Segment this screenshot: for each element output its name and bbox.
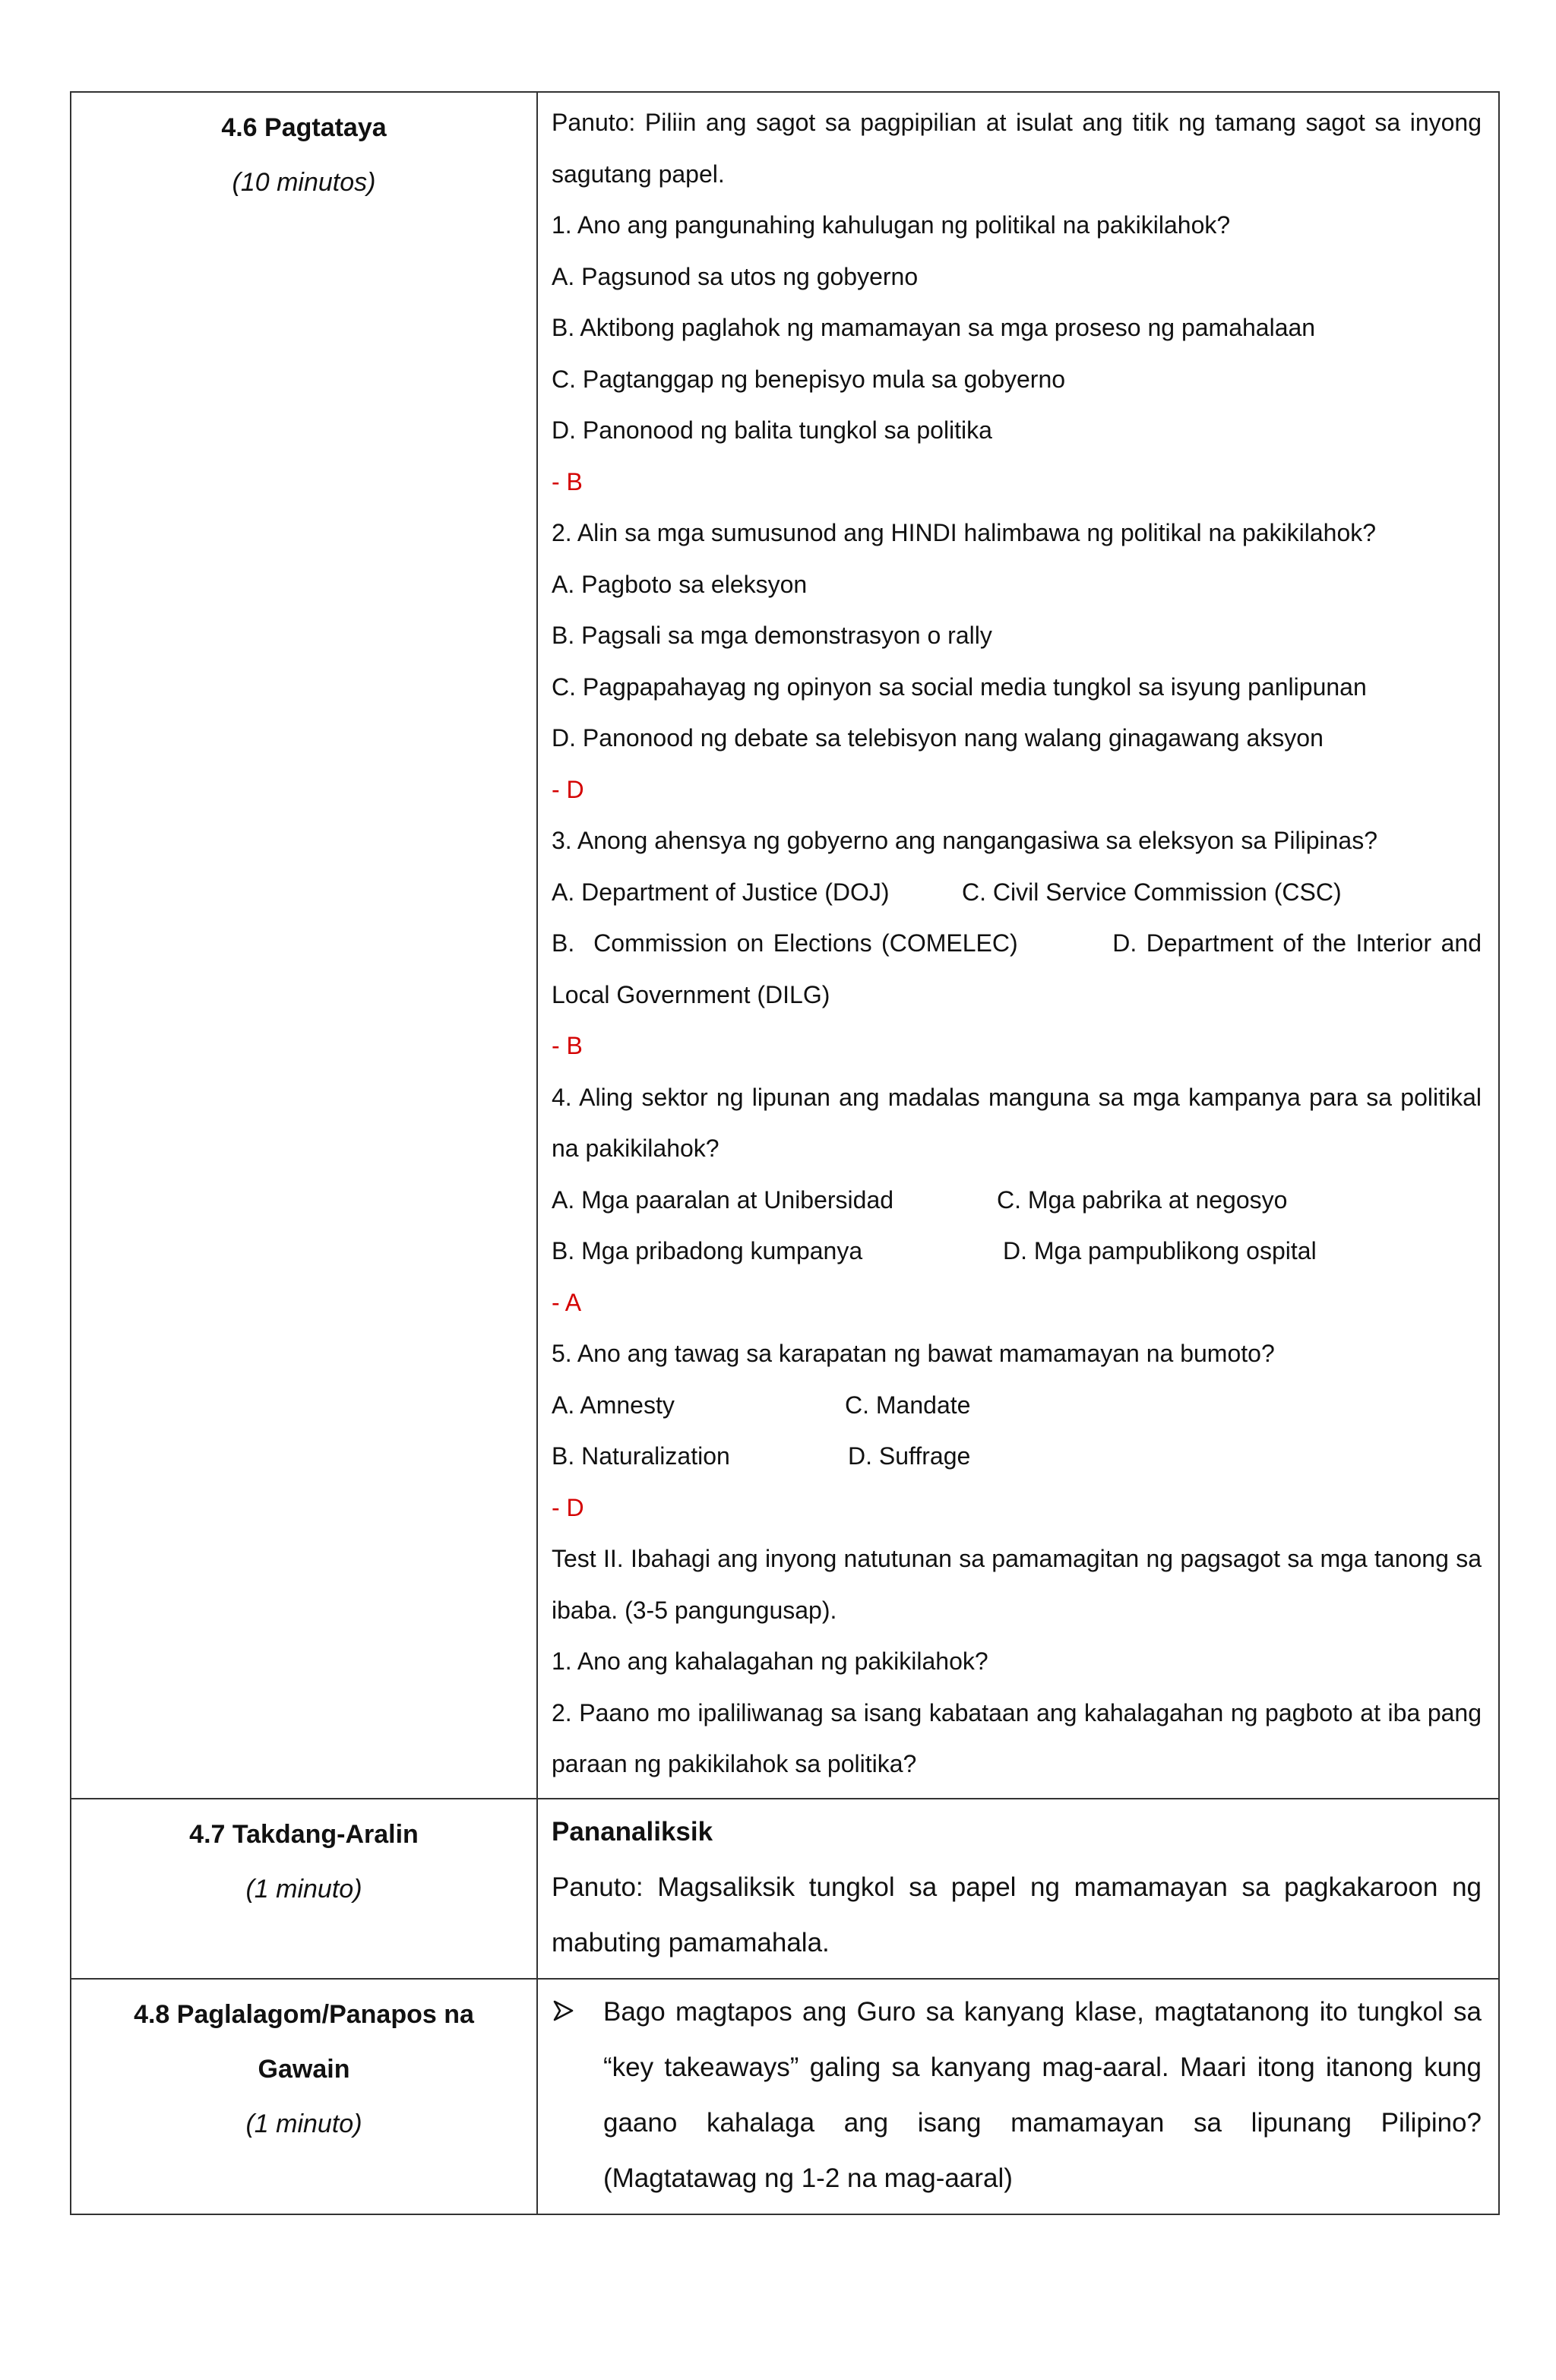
choice-row xyxy=(552,1226,1482,1277)
choice-row xyxy=(552,1175,1482,1226)
answer-key: - A xyxy=(552,1288,582,1316)
row-pagtataya xyxy=(71,92,1499,1799)
choice-b: B. Pagsali sa mga demonstrasyon o rally xyxy=(552,622,992,649)
section-content-cell xyxy=(537,1979,1499,2214)
answer-key: - D xyxy=(552,1493,584,1521)
section-title: 4.7 Takdang-Aralin xyxy=(189,1819,419,1849)
answer-key: - D xyxy=(552,775,584,803)
test-2-question-1: 1. Ano ang kahalagahan ng pakikilahok? xyxy=(552,1647,988,1675)
choice-a: A. Department of Justice (DOJ) xyxy=(552,878,890,906)
homework-instruction: Panuto: Magsaliksik tungkol sa papel ng mamamayan sa pagkakaroon ng mabuting pamamahala. xyxy=(552,1872,1482,1957)
closing-activity-text: Bago magtapos ang Guro sa kanyang klase, magtatanong ito tungkol sa “key takeaways” galing sa kanyang mag-aaral. Maari itong itanong kung gaano kahalaga ang isang mamamayan sa lipunang Pilipino? (Magtatawag ng 1-2 na mag-aaral) xyxy=(603,1996,1482,2193)
instruction-text: Panuto: Piliin ang sagot sa pagpipilian at isulat ang titik ng tamang sagot sa inyong sagutang papel. xyxy=(552,109,1482,188)
choice-b: B. Mga pribadong kumpanya xyxy=(552,1237,863,1264)
choice-c: C. Pagpapahayag ng opinyon sa social media tungkol sa isyung panlipunan xyxy=(552,673,1367,701)
answer-key: - B xyxy=(552,1032,583,1059)
row-takdang-aralin xyxy=(71,1799,1499,1979)
choice-c: C. Civil Service Commission (CSC) xyxy=(962,878,1342,906)
arrow-bullet-icon xyxy=(552,1984,603,2206)
section-title: 4.8 Paglalagom/Panapos na Gawain xyxy=(134,1999,474,2084)
choice-d: D. Suffrage xyxy=(848,1442,971,1470)
bullet-item xyxy=(552,1984,1482,2206)
question-4: 4. Aling sektor ng lipunan ang madalas manguna sa mga kampanya para sa politikal na pakikilahok? xyxy=(552,1083,1482,1162)
choice-row xyxy=(552,1380,1482,1432)
section-time: (1 minuto) xyxy=(245,1874,362,1904)
section-content-cell xyxy=(537,1799,1499,1979)
question-5: 5. Ano ang tawag sa karapatan ng bawat mamamayan na bumoto? xyxy=(552,1340,1275,1367)
row-paglalagom xyxy=(71,1979,1499,2214)
test-2-instruction: Test II. Ibahagi ang inyong natutunan sa pamamagitan ng pagsagot sa mga tanong sa ibaba. (3-5 pangungusap). xyxy=(552,1545,1482,1624)
choice-a: A. Pagsunod sa utos ng gobyerno xyxy=(552,262,919,290)
choice-c: C. Pagtanggap ng benepisyo mula sa gobyerno xyxy=(552,365,1066,393)
choice-c: C. Mandate xyxy=(845,1391,971,1419)
choice-b: B. Naturalization xyxy=(552,1442,730,1470)
question-2: 2. Alin sa mga sumusunod ang HINDI halimbawa ng politikal na pakikilahok? xyxy=(552,519,1377,546)
section-label-cell xyxy=(71,1799,537,1979)
test-2-question-2: 2. Paano mo ipaliliwanag sa isang kabataan ang kahalagahan ng pagboto at iba pang paraan ng pakikilahok sa politika? xyxy=(552,1698,1482,1777)
choice-d: D. Mga pampublikong ospital xyxy=(1003,1237,1317,1264)
choice-d: D. Panonood ng balita tungkol sa politika xyxy=(552,416,992,444)
choice-b-d: B. Commission on Elections (COMELEC) D. Department of the Interior and Local Government (DILG) xyxy=(552,929,1488,1008)
choice-a: A. Pagboto sa eleksyon xyxy=(552,570,808,598)
lesson-plan-table xyxy=(70,91,1500,2215)
question-1: 1. Ano ang pangunahing kahulugan ng politikal na pakikilahok? xyxy=(552,211,1231,239)
question-3: 3. Anong ahensya ng gobyerno ang nangangasiwa sa eleksyon sa Pilipinas? xyxy=(552,827,1378,854)
section-time: (10 minutos) xyxy=(232,168,376,197)
section-time: (1 minuto) xyxy=(245,2109,362,2138)
choice-a: A. Amnesty xyxy=(552,1391,675,1419)
choice-d: D. Panonood ng debate sa telebisyon nang walang ginagawang aksyon xyxy=(552,724,1324,752)
section-label-cell xyxy=(71,1979,537,2214)
choice-a: A. Mga paaralan at Unibersidad xyxy=(552,1185,894,1214)
homework-heading: Pananaliksik xyxy=(552,1816,713,1847)
section-label-cell xyxy=(71,92,537,1799)
choice-c: C. Mga pabrika at negosyo xyxy=(997,1185,1288,1214)
answer-key: - B xyxy=(552,467,583,495)
choice-row xyxy=(552,1431,1482,1483)
choice-b: B. Aktibong paglahok ng mamamayan sa mga proseso ng pamahalaan xyxy=(552,314,1316,341)
choice-row xyxy=(552,867,1482,919)
section-content-cell xyxy=(537,92,1499,1799)
section-title: 4.6 Pagtataya xyxy=(221,113,387,142)
